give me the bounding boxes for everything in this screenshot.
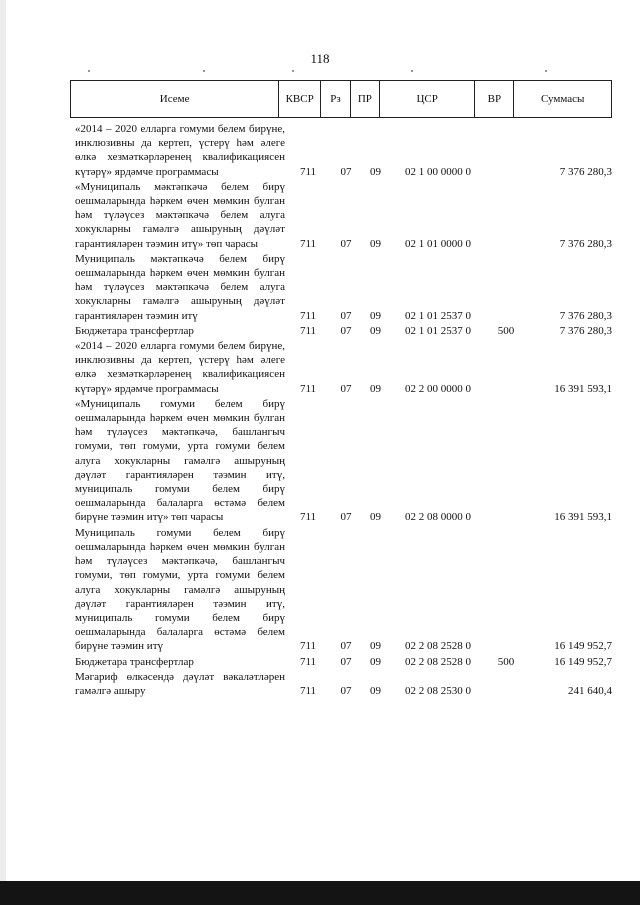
row-name: «Муниципаль гомуми белем бирү оешмаларында һәркем өчен мөмкин булган һәм түләүсез мәктәпкәчә, башлангыч гомуми, төп гомуми, урта гомуми белем алуга хокукларны гамәлгә ашыруның дәүләт гарантияләрен тәэмин итү, муниципаль гомуми белем бирү оешмаларында балаларга өстәмә белем бирүне тәэмин итү» төп чарасы [75, 397, 285, 524]
row-csr: 02 1 01 2537 0 [405, 324, 471, 337]
row-sum: 7 376 280,3 [559, 165, 612, 178]
header-name: Исеме [71, 81, 279, 117]
row-vr: 500 [497, 655, 515, 668]
row-sum: 7 376 280,3 [559, 324, 612, 337]
row-name: Муниципаль мәктәпкәчә белем бирү оешмаларында һәркем өчен мөмкин булган һәм түләүсез мәктәпкәчә белем алуга хокукларны гамәлгә ашыруның дәүләт гарантияләрен тәэмин итү [75, 252, 285, 322]
row-kvsr: 711 [299, 511, 317, 524]
row-rz: 07 [340, 640, 352, 653]
header-kvsr: КВСР [279, 81, 321, 117]
row-csr: 02 1 01 2537 0 [405, 309, 471, 322]
table-row [75, 655, 612, 669]
row-csr: 02 2 08 2530 0 [405, 684, 471, 697]
row-rz: 07 [340, 237, 352, 250]
row-kvsr: 711 [299, 640, 317, 653]
header-vr: ВР [475, 81, 514, 117]
scan-speck [411, 70, 413, 72]
row-csr: 02 2 08 2528 0 [405, 640, 471, 653]
scan-edge [0, 0, 6, 905]
row-csr: 02 1 01 0000 0 [405, 237, 471, 250]
row-sum: 16 391 593,1 [554, 382, 612, 395]
row-vr: 500 [497, 324, 515, 337]
row-csr: 02 2 08 0000 0 [405, 511, 471, 524]
row-rz: 07 [340, 324, 352, 337]
row-sum: 16 149 952,7 [554, 655, 612, 668]
row-sum: 241 640,4 [568, 684, 612, 697]
row-sum: 16 149 952,7 [554, 640, 612, 653]
header-rz: Рз [321, 81, 351, 117]
row-sum: 7 376 280,3 [559, 237, 612, 250]
row-kvsr: 711 [299, 655, 317, 668]
row-csr: 02 2 08 2528 0 [405, 655, 471, 668]
row-sum: 7 376 280,3 [559, 309, 612, 322]
row-kvsr: 711 [299, 324, 317, 337]
table-body [75, 122, 612, 699]
row-pr: 09 [370, 165, 381, 178]
row-kvsr: 711 [299, 684, 317, 697]
page-number: 118 [310, 51, 330, 66]
row-pr: 09 [370, 655, 381, 668]
scan-speck [88, 70, 90, 72]
table-row [75, 180, 612, 251]
row-name: «2014 – 2020 елларга гомуми белем бирүне, инклюзивны да кертеп, үстерү һәм әлеге өлкә хезмәткәрләренең квалификациясен күтәрү» ярдәмче программасы [75, 340, 285, 395]
row-name: Муниципаль гомуми белем бирү оешмаларында һәркем өчен мөмкин булган һәм түләүсез мәктәпкәчә, башлангыч гомуми, төп гомуми, урта гомуми белем алуга хокукларны гамәлгә ашыруның дәүләт гарантияләрен тәэмин итү, муниципаль гомуми белем бирү оешмаларында балаларга өстәмә белем бирүне тәэмин итү [75, 526, 285, 653]
row-kvsr: 711 [299, 309, 317, 322]
row-pr: 09 [370, 640, 381, 653]
header-pr: ПР [351, 81, 380, 117]
row-rz: 07 [340, 309, 352, 322]
scan-speck [292, 70, 294, 72]
row-pr: 09 [370, 237, 381, 250]
row-kvsr: 711 [299, 237, 317, 250]
row-csr: 02 2 00 0000 0 [405, 382, 471, 395]
row-name: «Муниципаль мәктәпкәчә белем бирү оешмаларында һәркем өчен мөмкин булган һәм түләүсез мәктәпкәчә белем алуга хокукларны гамәлгә ашыруның дәүләт гарантияләрен тәэмин итү» төп чарасы [75, 180, 285, 250]
row-pr: 09 [370, 511, 381, 524]
row-name: Бюджетара трансфертлар [75, 324, 194, 337]
row-csr: 02 1 00 0000 0 [405, 165, 471, 178]
row-rz: 07 [340, 684, 352, 697]
table-row [75, 252, 612, 323]
row-rz: 07 [340, 655, 352, 668]
row-pr: 09 [370, 684, 381, 697]
header-csr: ЦСР [380, 81, 476, 117]
table-row [75, 397, 612, 525]
row-pr: 09 [370, 324, 381, 337]
row-pr: 09 [370, 382, 381, 395]
row-pr: 09 [370, 309, 381, 322]
table-row [75, 324, 612, 338]
row-name: Мәгариф өлкәсендә дәүләт вәкаләтләрен гамәлгә ашыру [75, 670, 285, 697]
row-rz: 07 [340, 165, 352, 178]
table-row [75, 526, 612, 654]
table-row [75, 670, 612, 698]
row-name: «2014 – 2020 елларга гомуми белем бирүне, инклюзивны да кертеп, үстерү һәм әлеге өлкә хезмәткәрләренең квалификациясен күтәрү» ярдәмче программасы [75, 123, 285, 178]
scan-speck [203, 70, 205, 72]
row-rz: 07 [340, 382, 352, 395]
table-header [70, 80, 612, 118]
row-kvsr: 711 [299, 165, 317, 178]
row-kvsr: 711 [299, 382, 317, 395]
table-row [75, 339, 612, 396]
row-name: Бюджетара трансфертлар [75, 655, 194, 668]
header-sum: Суммасы [540, 93, 585, 105]
row-sum: 16 391 593,1 [554, 511, 612, 524]
scan-speck [545, 70, 547, 72]
table-row [75, 122, 612, 179]
row-rz: 07 [340, 511, 352, 524]
scan-bottom-bar [0, 881, 640, 905]
